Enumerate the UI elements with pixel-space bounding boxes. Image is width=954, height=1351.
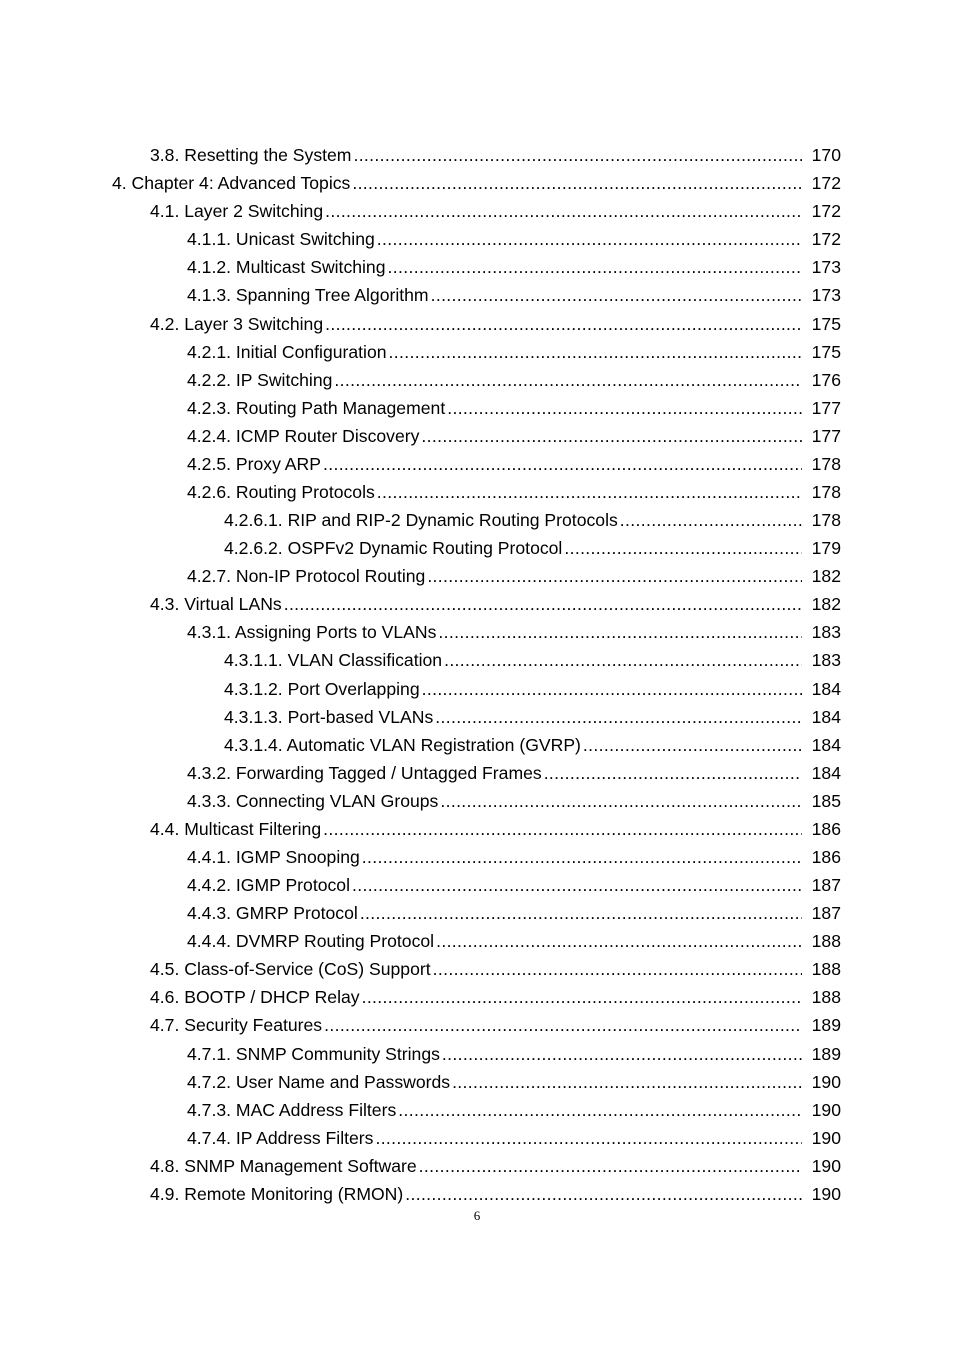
toc-entry-page: 177 bbox=[811, 397, 841, 418]
toc-entry[interactable] bbox=[0, 927, 954, 955]
toc-entry-page: 188 bbox=[811, 987, 841, 1008]
toc-dot-leader bbox=[362, 983, 802, 1011]
toc-entry-title: 4.7. Security Features bbox=[150, 1015, 323, 1036]
toc-entry-page: 179 bbox=[811, 538, 841, 559]
toc-entry[interactable] bbox=[0, 843, 954, 871]
toc-entry-page: 190 bbox=[811, 1183, 841, 1204]
toc-entry[interactable] bbox=[0, 815, 954, 843]
toc-entry[interactable] bbox=[0, 422, 954, 450]
toc-entry[interactable] bbox=[0, 1180, 954, 1208]
toc-entry[interactable] bbox=[0, 197, 954, 225]
toc-entry[interactable] bbox=[0, 562, 954, 590]
toc-entry-title: 4.9. Remote Monitoring (RMON) bbox=[150, 1183, 404, 1204]
toc-dot-leader bbox=[544, 759, 802, 787]
toc-entry[interactable] bbox=[0, 141, 954, 169]
toc-entry[interactable] bbox=[0, 450, 954, 478]
toc-dot-leader bbox=[375, 1124, 802, 1152]
toc-entry-title: 4.2.2. IP Switching bbox=[187, 369, 333, 390]
toc-entry-title: 4.3.1. Assigning Ports to VLANs bbox=[187, 622, 437, 643]
toc-entry[interactable] bbox=[0, 646, 954, 674]
toc-entry[interactable] bbox=[0, 253, 954, 281]
toc-dot-leader bbox=[353, 141, 802, 169]
toc-entry[interactable] bbox=[0, 309, 954, 337]
toc-entry[interactable] bbox=[0, 1152, 954, 1180]
toc-entry[interactable] bbox=[0, 674, 954, 702]
toc-entry-title: 4.8. SNMP Management Software bbox=[150, 1155, 417, 1176]
toc-entry-title: 4.3.1.2. Port Overlapping bbox=[224, 678, 420, 699]
toc-entry-title: 4.1.1. Unicast Switching bbox=[187, 229, 375, 250]
toc-dot-leader bbox=[388, 253, 802, 281]
toc-entry-page: 188 bbox=[811, 931, 841, 952]
toc-dot-leader bbox=[447, 394, 802, 422]
toc-dot-leader bbox=[323, 815, 802, 843]
toc-entry-title: 4.3.1.1. VLAN Classification bbox=[224, 650, 443, 671]
toc-dot-leader bbox=[433, 955, 802, 983]
toc-entry-page: 189 bbox=[811, 1043, 841, 1064]
toc-entry-title: 4.1. Layer 2 Switching bbox=[150, 201, 324, 222]
toc-entry-title: 4.7.2. User Name and Passwords bbox=[187, 1071, 451, 1092]
toc-entry-page: 185 bbox=[811, 790, 841, 811]
toc-entry-page: 190 bbox=[811, 1127, 841, 1148]
toc-entry-page: 183 bbox=[811, 622, 841, 643]
toc-entry-page: 175 bbox=[811, 313, 841, 334]
toc-entry[interactable] bbox=[0, 506, 954, 534]
toc-entry[interactable] bbox=[0, 366, 954, 394]
toc-entry[interactable] bbox=[0, 534, 954, 562]
toc-dot-leader bbox=[452, 1068, 802, 1096]
toc-entry-title: 4.3. Virtual LANs bbox=[150, 594, 282, 615]
toc-dot-leader bbox=[323, 450, 802, 478]
toc-entry[interactable] bbox=[0, 731, 954, 759]
toc-dot-leader bbox=[377, 478, 802, 506]
toc-entry-page: 186 bbox=[811, 818, 841, 839]
toc-entry-page: 176 bbox=[811, 369, 841, 390]
toc-dot-leader bbox=[389, 338, 802, 366]
toc-entry[interactable] bbox=[0, 281, 954, 309]
table-of-contents bbox=[0, 141, 954, 1208]
toc-entry-title: 4.2.6.1. RIP and RIP-2 Dynamic Routing Protocols bbox=[224, 510, 618, 531]
toc-entry[interactable] bbox=[0, 1068, 954, 1096]
toc-entry[interactable] bbox=[0, 338, 954, 366]
toc-dot-leader bbox=[360, 899, 802, 927]
toc-dot-leader bbox=[421, 422, 802, 450]
toc-entry-page: 190 bbox=[811, 1099, 841, 1120]
toc-dot-leader bbox=[583, 731, 802, 759]
toc-dot-leader bbox=[377, 225, 802, 253]
page-number: 6 bbox=[473, 1208, 481, 1223]
toc-entry-title: 4.4. Multicast Filtering bbox=[150, 818, 322, 839]
toc-entry-page: 178 bbox=[811, 453, 841, 474]
toc-dot-leader bbox=[438, 618, 802, 646]
toc-entry[interactable] bbox=[0, 759, 954, 787]
toc-entry-page: 175 bbox=[811, 341, 841, 362]
toc-entry-page: 178 bbox=[811, 510, 841, 531]
toc-entry[interactable] bbox=[0, 899, 954, 927]
toc-entry-page: 178 bbox=[811, 481, 841, 502]
toc-dot-leader bbox=[405, 1180, 802, 1208]
toc-entry-page: 186 bbox=[811, 846, 841, 867]
toc-entry-title: 4.5. Class-of-Service (CoS) Support bbox=[150, 959, 431, 980]
toc-dot-leader bbox=[352, 871, 802, 899]
toc-entry-page: 170 bbox=[811, 145, 841, 166]
toc-entry-title: 4.2.5. Proxy ARP bbox=[187, 453, 321, 474]
toc-entry-title: 4.1.2. Multicast Switching bbox=[187, 257, 386, 278]
toc-entry-page: 184 bbox=[811, 762, 841, 783]
toc-dot-leader bbox=[620, 506, 802, 534]
toc-dot-leader bbox=[419, 1152, 802, 1180]
toc-entry-page: 189 bbox=[811, 1015, 841, 1036]
toc-entry-title: 4.3.1.3. Port-based VLANs bbox=[224, 706, 434, 727]
toc-entry-title: 3.8. Resetting the System bbox=[150, 145, 352, 166]
toc-entry[interactable] bbox=[0, 1040, 954, 1068]
toc-entry[interactable] bbox=[0, 1124, 954, 1152]
toc-entry-title: 4.2.1. Initial Configuration bbox=[187, 341, 387, 362]
toc-dot-leader bbox=[444, 646, 802, 674]
toc-dot-leader bbox=[325, 197, 802, 225]
toc-entry[interactable] bbox=[0, 787, 954, 815]
toc-entry-page: 173 bbox=[811, 285, 841, 306]
toc-entry-page: 182 bbox=[811, 594, 841, 615]
toc-entry[interactable] bbox=[0, 169, 954, 197]
toc-entry-title: 4.6. BOOTP / DHCP Relay bbox=[150, 987, 360, 1008]
toc-entry-title: 4.2.3. Routing Path Management bbox=[187, 397, 446, 418]
toc-entry[interactable] bbox=[0, 590, 954, 618]
toc-entry-title: 4.2.4. ICMP Router Discovery bbox=[187, 425, 420, 446]
toc-entry-page: 187 bbox=[811, 903, 841, 924]
toc-dot-leader bbox=[442, 1040, 802, 1068]
toc-dot-leader bbox=[325, 310, 802, 338]
toc-entry-title: 4.7.4. IP Address Filters bbox=[187, 1127, 374, 1148]
toc-entry[interactable] bbox=[0, 394, 954, 422]
toc-entry-title: 4.3.2. Forwarding Tagged / Untagged Frames bbox=[187, 762, 542, 783]
toc-entry-title: 4.4.4. DVMRP Routing Protocol bbox=[187, 931, 435, 952]
toc-entry-page: 177 bbox=[811, 425, 841, 446]
toc-entry-page: 184 bbox=[811, 734, 841, 755]
toc-entry-page: 172 bbox=[811, 229, 841, 250]
toc-entry-page: 188 bbox=[811, 959, 841, 980]
toc-entry-title: 4.1.3. Spanning Tree Algorithm bbox=[187, 285, 429, 306]
toc-dot-leader bbox=[352, 169, 802, 197]
toc-entry-page: 173 bbox=[811, 257, 841, 278]
toc-entry[interactable] bbox=[0, 1096, 954, 1124]
toc-entry-title: 4.4.2. IGMP Protocol bbox=[187, 875, 350, 896]
toc-entry-title: 4.2.6. Routing Protocols bbox=[187, 481, 375, 502]
toc-entry-page: 183 bbox=[811, 650, 841, 671]
toc-entry[interactable] bbox=[0, 703, 954, 731]
toc-entry-title: 4.2.6.2. OSPFv2 Dynamic Routing Protocol bbox=[224, 538, 563, 559]
toc-dot-leader bbox=[324, 1011, 802, 1039]
toc-dot-leader bbox=[427, 562, 802, 590]
toc-entry-page: 190 bbox=[811, 1071, 841, 1092]
toc-dot-leader bbox=[284, 590, 802, 618]
toc-entry-title: 4.3.1.4. Automatic VLAN Registration (GVRP) bbox=[224, 734, 581, 755]
toc-entry-title: 4.4.1. IGMP Snooping bbox=[187, 846, 360, 867]
toc-entry-page: 182 bbox=[811, 566, 841, 587]
toc-entry[interactable] bbox=[0, 955, 954, 983]
toc-dot-leader bbox=[564, 534, 802, 562]
toc-dot-leader bbox=[435, 703, 802, 731]
toc-entry-page: 184 bbox=[811, 678, 841, 699]
toc-entry-title: 4. Chapter 4: Advanced Topics bbox=[112, 173, 351, 194]
toc-entry[interactable] bbox=[0, 225, 954, 253]
toc-entry[interactable] bbox=[0, 871, 954, 899]
toc-entry-page: 184 bbox=[811, 706, 841, 727]
toc-dot-leader bbox=[431, 281, 802, 309]
toc-dot-leader bbox=[440, 787, 802, 815]
toc-entry-title: 4.2.7. Non-IP Protocol Routing bbox=[187, 566, 426, 587]
toc-entry-title: 4.4.3. GMRP Protocol bbox=[187, 903, 358, 924]
toc-entry-page: 172 bbox=[811, 173, 841, 194]
toc-dot-leader bbox=[422, 675, 802, 703]
toc-entry[interactable] bbox=[0, 983, 954, 1011]
toc-entry[interactable] bbox=[0, 618, 954, 646]
toc-entry-page: 190 bbox=[811, 1155, 841, 1176]
toc-entry-title: 4.2. Layer 3 Switching bbox=[150, 313, 324, 334]
toc-dot-leader bbox=[334, 366, 802, 394]
toc-entry-title: 4.7.3. MAC Address Filters bbox=[187, 1099, 397, 1120]
toc-dot-leader bbox=[436, 927, 802, 955]
toc-entry-title: 4.3.3. Connecting VLAN Groups bbox=[187, 790, 439, 811]
toc-entry-page: 172 bbox=[811, 201, 841, 222]
toc-entry[interactable] bbox=[0, 1011, 954, 1039]
toc-entry-title: 4.7.1. SNMP Community Strings bbox=[187, 1043, 440, 1064]
toc-entry[interactable] bbox=[0, 478, 954, 506]
toc-dot-leader bbox=[362, 843, 802, 871]
toc-entry-page: 187 bbox=[811, 875, 841, 896]
toc-dot-leader bbox=[398, 1096, 802, 1124]
